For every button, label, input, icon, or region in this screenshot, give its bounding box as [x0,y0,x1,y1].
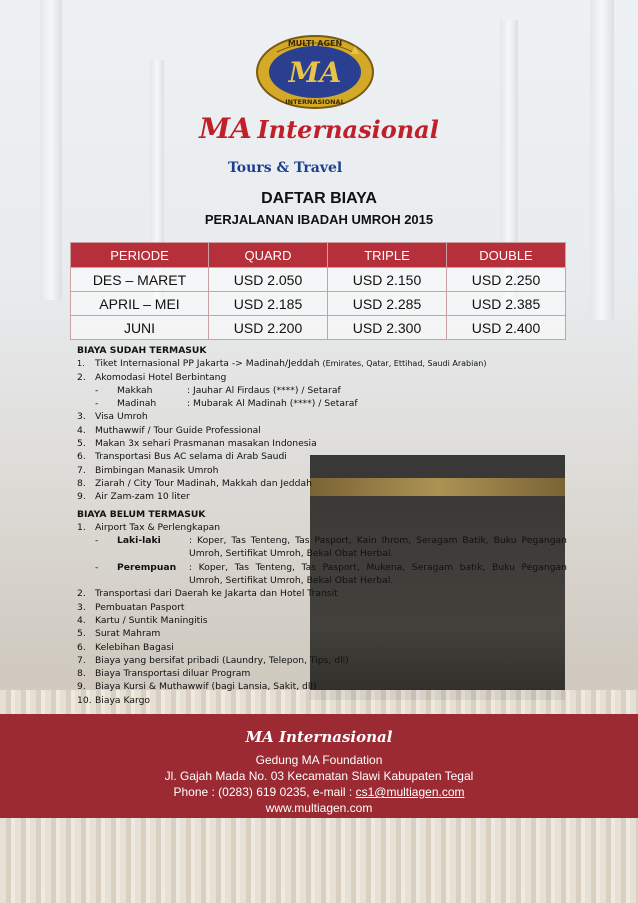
list-number: 8. [77,477,86,489]
item-text: Ziarah / City Tour Madinah, Makkah dan Jeddah [95,477,312,489]
item-text: Tiket Internasional PP Jakarta -> Madinah/Jeddah [95,358,323,370]
list-number: 4. [77,614,86,626]
list-item [77,680,567,693]
footer-contact [0,784,638,800]
sub-item [77,384,567,397]
sub-item [77,397,567,410]
item-text: Surat Mahram [95,628,161,640]
item-text: Transportasi Bus AC selama di Arab Saudi [95,451,287,463]
list-number: 7. [77,654,86,666]
list-number: 5. [77,628,86,640]
table-cell: USD 2.185 [209,292,328,316]
minaret-far-right [590,0,614,320]
excluded-list [77,521,567,707]
item-text: Muthawwif / Tour Guide Professional [95,424,261,436]
list-number: 7. [77,464,86,476]
list-number: 2. [77,588,86,600]
list-number: 2. [77,371,86,383]
page-title: DAFTAR BIAYA [261,190,377,207]
item-text: Biaya Kargo [95,694,151,706]
col-header-quard: QUARD [209,243,328,268]
col-header-double: DOUBLE [447,243,566,268]
list-item [77,694,567,707]
table-cell: DES – MARET [71,268,209,292]
sub-text: : Jauhar Al Firdaus (****) / Setaraf [187,384,341,396]
details-content [77,344,567,707]
logo-top-text: MULTI AGEN [287,39,343,48]
item-text: Biaya yang bersifat pribadi (Laundry, Telepon, Tips, dll) [95,654,349,666]
list-item [77,410,567,423]
item-text: Kelebihan Bagasi [95,641,174,653]
list-number: 10. [77,694,92,706]
list-item [77,627,567,640]
item-text: Air Zam-zam 10 liter [95,491,190,503]
list-number: 3. [77,601,86,613]
list-item [77,587,567,600]
price-table-header [71,243,566,268]
list-item [77,641,567,654]
sub-label: Madinah [117,398,157,410]
list-item [77,601,567,614]
logo-bottom-text: INTERNASIONAL [285,98,345,106]
item-text: Transportasi dari Daerah ke Jakarta dan Hotel Transit [95,588,338,600]
list-number: 1. [77,359,85,369]
table-row [71,316,566,340]
item-text: Biaya Kursi & Muthawwif (bagi Lansia, Sakit, dll) [95,681,317,693]
list-number: 6. [77,641,86,653]
item-text: Bimbingan Manasik Umroh [95,464,219,476]
multi-agen-logo [255,32,375,110]
table-cell: USD 2.385 [447,292,566,316]
brand-ma: MA [199,112,252,145]
price-table [70,242,566,340]
page-subtitle: PERJALANAN IBADAH UMROH 2015 [204,212,434,227]
list-number: 6. [77,451,86,463]
list-item [77,424,567,437]
sub-item [77,534,567,561]
table-cell: USD 2.250 [447,268,566,292]
dash: - [95,384,99,396]
sub-label: Perempuan [117,561,177,573]
dash: - [95,398,99,410]
list-item [77,357,567,370]
footer-website[interactable]: www.multiagen.com [265,801,373,815]
list-item [77,614,567,627]
list-text [95,357,486,370]
list-item [77,477,567,490]
included-list [77,357,567,503]
list-item [77,667,567,680]
airline-note: (Emirates, Qatar, Ettihad, Saudi Arabian) [322,359,487,369]
list-number: 1. [77,521,86,533]
list-number: 3. [77,411,86,423]
item-text: Akomodasi Hotel Berbintang [95,371,227,383]
footer-address: Jl. Gajah Mada No. 03 Kecamatan Slawi Kabupaten Tegal [164,769,474,783]
sub-text: : Koper, Tas Tenteng, Tas Pasport, Kain Ihrom, Seragam Batik, Buku Pegangan Umroh, Sertifikat Umroh, Bekal Obat Herbal. [189,535,567,560]
dash: - [95,535,99,547]
brand-internasional: Internasional [257,115,439,144]
sub-item [77,561,567,588]
logo-mark: MA [288,56,342,89]
list-item [77,450,567,463]
col-header-periode: PERIODE [71,243,209,268]
minaret-left [40,0,62,300]
sub-text: : Koper, Tas Tenteng, Tas Pasport, Mukena, Seragam batik, Buku Pegangan Umroh, Sertifikat Umroh, Bekal Obat Herbal. [189,561,567,587]
footer-banner [0,714,638,818]
sub-text: : Mubarak Al Madinah (****) / Setaraf [187,398,358,410]
item-text: Airport Tax & Perlengkapan [95,521,221,533]
brand-name [0,112,638,145]
list-number: 4. [77,424,86,436]
list-item [77,371,567,384]
table-cell: JUNI [71,316,209,340]
item-text: Makan 3x sehari Prasmanan masakan Indonesia [95,438,317,450]
list-number: 8. [77,668,86,680]
item-text: Biaya Transportasi diluar Program [95,668,251,680]
excluded-title: BIAYA BELUM TERMASUK [77,508,206,520]
list-number: 9. [77,681,86,693]
table-cell: USD 2.050 [209,268,328,292]
list-item [77,437,567,450]
dash: - [95,561,99,573]
list-number: 5. [77,438,86,450]
table-cell: USD 2.150 [328,268,447,292]
table-cell: USD 2.200 [209,316,328,340]
footer-phone: Phone : (0283) 619 0235, e-mail : [173,785,356,799]
footer-brand: MA Internasional [245,728,393,746]
col-header-triple: TRIPLE [328,243,447,268]
sub-label: Makkah [117,384,153,396]
list-item [77,654,567,667]
list-item [77,490,567,503]
table-cell: USD 2.285 [328,292,447,316]
footer-building: Gedung MA Foundation [255,753,383,767]
included-title: BIAYA SUDAH TERMASUK [77,345,207,356]
item-text: Visa Umroh [95,411,148,423]
footer-email-link[interactable]: cs1@multiagen.com [355,785,465,799]
table-cell: APRIL – MEI [71,292,209,316]
table-row [71,268,566,292]
table-cell: USD 2.300 [328,316,447,340]
brand-tagline: Tours & Travel [228,160,343,176]
list-item [77,521,567,534]
table-row [71,292,566,316]
list-item [77,464,567,477]
table-cell: USD 2.400 [447,316,566,340]
list-number: 9. [77,491,86,503]
sub-label: Laki-laki [117,535,161,547]
item-text: Pembuatan Pasport [95,601,185,613]
item-text: Kartu / Suntik Maningitis [95,614,208,626]
